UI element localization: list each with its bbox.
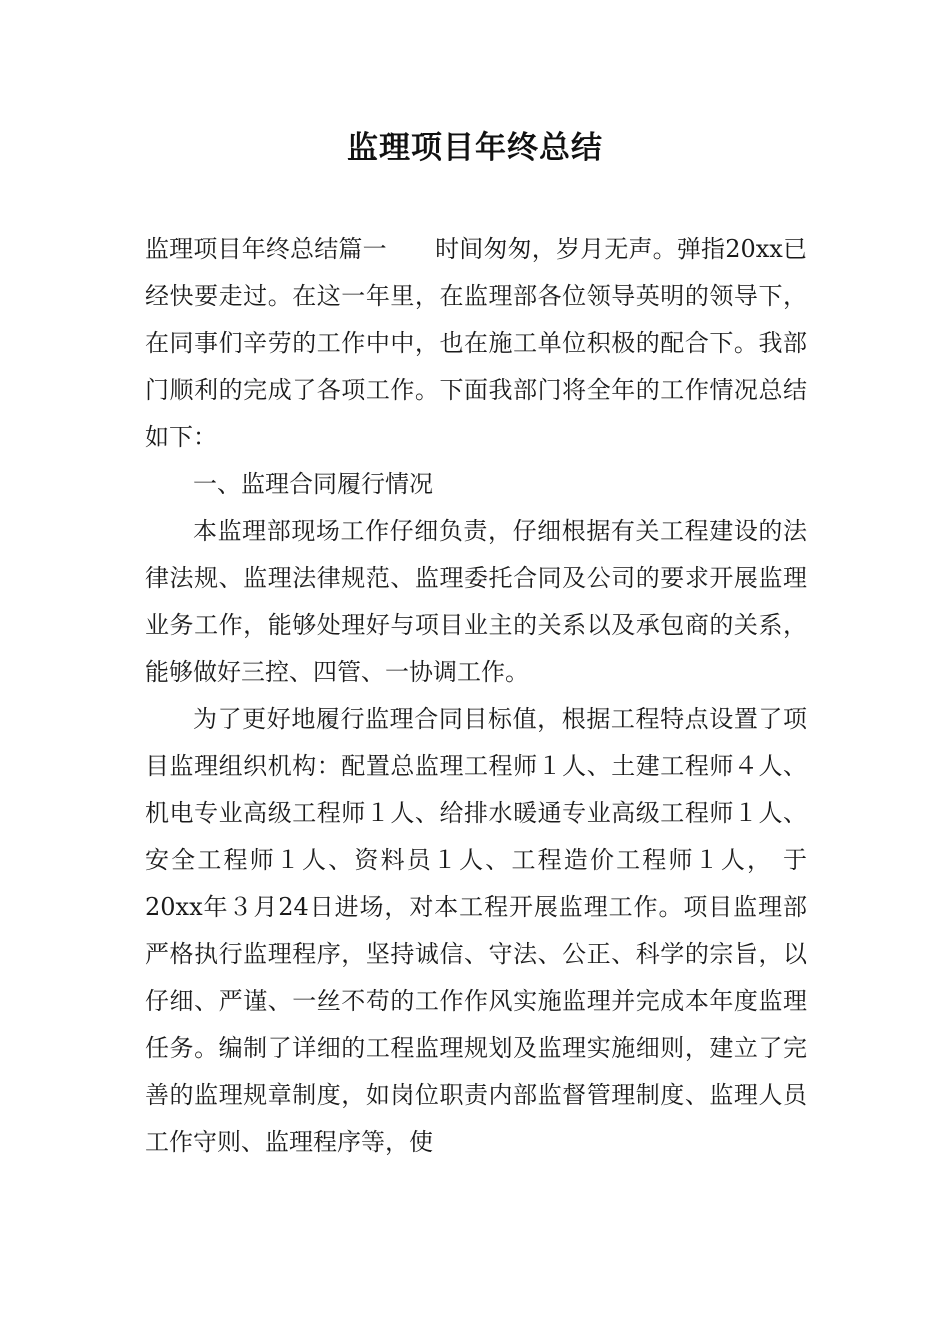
section-heading: 一、监理合同履行情况 — [193, 470, 433, 498]
paragraph: 本监理部现场工作仔细负责，仔细根据有关工程建设的法律法规、监理法律规范、监理委托合同及公司的要求开展监理业务工作，能够处理好与项目业主的关系以及承包商的关系，能够做好三控、四管、一协调工作。 — [145, 517, 807, 686]
document-title: 监理项目年终总结 — [347, 130, 603, 166]
paragraph: 为了更好地履行监理合同目标值，根据工程特点设置了项目监理组织机构：配置总监理工程师１人、土建工程师４人、机电专业高级工程师１人、给排水暖通专业高级工程师１人、安全工程师１人、资料员１人、工程造价工程师１人， 于20xx年３月24日进场，对本工程开展监理工作。项目监理部严格执行监理程序，坚持诚信、守法、公正、科学的宗旨，以仔细、严谨、一丝不苟的工作作风实施监理并完成本年度监理任务。编制了详细的工程监理规划及监理实施细则，建立了完善的监理规章制度，如岗位职责内部监督管理制度、监理人员工作守则、监理程序等，使 — [145, 705, 807, 1156]
document-body — [145, 226, 807, 1166]
paragraph-intro: 监理项目年终总结篇一 时间匆匆，岁月无声。弹指20xx已经快要走过。在这一年里，在监理部各位领导英明的领导下，在同事们辛劳的工作中中，也在施工单位积极的配合下。我部门顺利的完成了各项工作。下面我部门将全年的工作情况总结如下： — [145, 235, 807, 451]
